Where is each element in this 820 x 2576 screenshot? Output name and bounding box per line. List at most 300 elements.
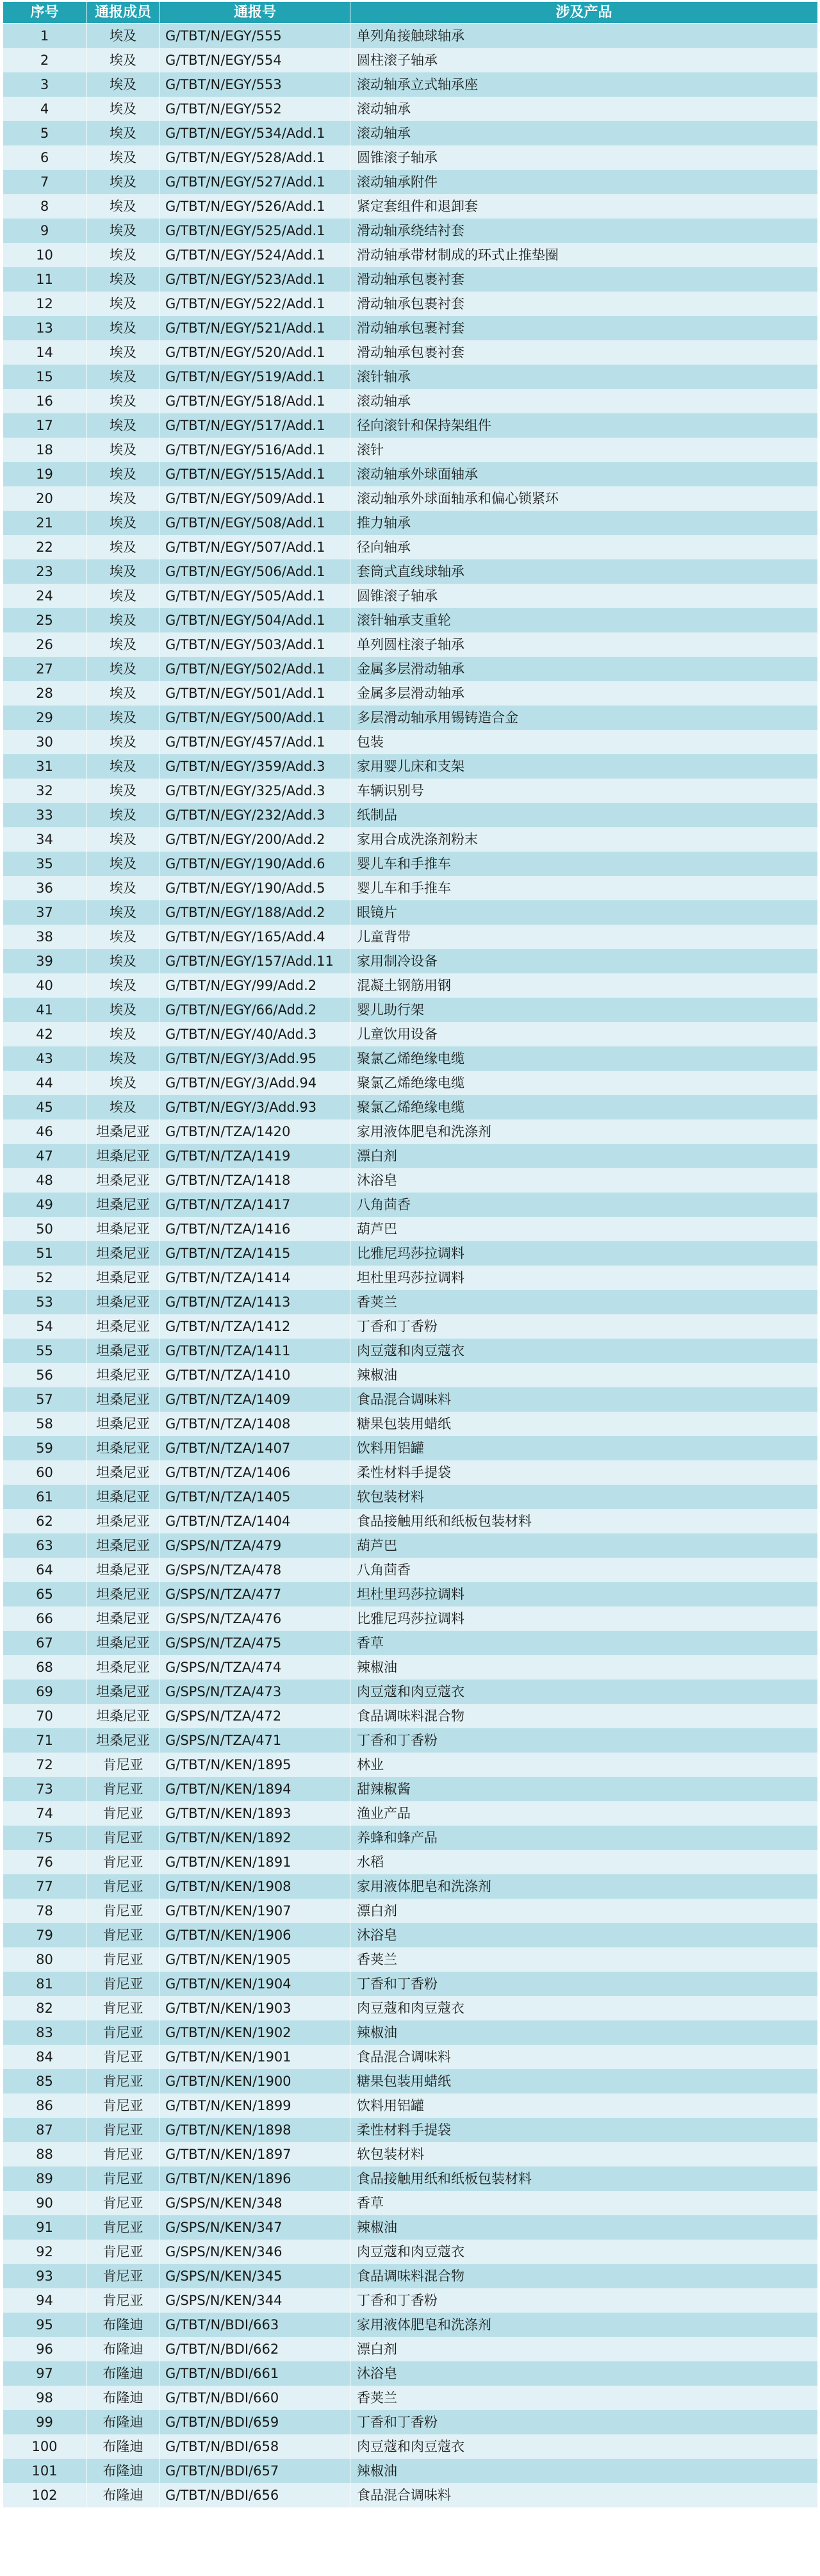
row-product: 辣椒油 bbox=[350, 2459, 818, 2483]
header-member: 通报成员 bbox=[86, 2, 160, 24]
row-index: 28 bbox=[3, 681, 86, 706]
table-row bbox=[3, 462, 818, 486]
row-member: 肯尼亚 bbox=[86, 1923, 160, 1947]
row-notification-number: G/TBT/N/KEN/1903 bbox=[160, 1996, 350, 2020]
row-notification-number: G/TBT/N/EGY/3/Add.93 bbox=[160, 1095, 350, 1119]
row-notification-number: G/TBT/N/TZA/1408 bbox=[160, 1412, 350, 1436]
row-index: 39 bbox=[3, 949, 86, 973]
row-index: 71 bbox=[3, 1728, 86, 1753]
table-row bbox=[3, 852, 818, 876]
row-product: 滚动轴承 bbox=[350, 389, 818, 413]
row-notification-number: G/TBT/N/EGY/520/Add.1 bbox=[160, 340, 350, 365]
row-index: 91 bbox=[3, 2215, 86, 2240]
row-product: 香荚兰 bbox=[350, 1290, 818, 1314]
row-notification-number: G/TBT/N/EGY/515/Add.1 bbox=[160, 462, 350, 486]
row-member: 埃及 bbox=[86, 949, 160, 973]
row-product: 车辆识别号 bbox=[350, 779, 818, 803]
row-notification-number: G/SPS/N/TZA/477 bbox=[160, 1582, 350, 1606]
row-member: 埃及 bbox=[86, 559, 160, 584]
row-notification-number: G/TBT/N/EGY/527/Add.1 bbox=[160, 170, 350, 194]
table-row bbox=[3, 632, 818, 657]
table-row bbox=[3, 365, 818, 389]
table-row bbox=[3, 2045, 818, 2069]
row-member: 埃及 bbox=[86, 486, 160, 511]
row-product: 滑动轴承包裹衬套 bbox=[350, 316, 818, 340]
row-notification-number: G/TBT/N/EGY/200/Add.2 bbox=[160, 827, 350, 852]
row-product: 滚动轴承附件 bbox=[350, 170, 818, 194]
row-member: 埃及 bbox=[86, 632, 160, 657]
row-notification-number: G/TBT/N/EGY/516/Add.1 bbox=[160, 438, 350, 462]
row-notification-number: G/TBT/N/BDI/661 bbox=[160, 2361, 350, 2386]
row-member: 坦桑尼亚 bbox=[86, 1363, 160, 1387]
row-member: 坦桑尼亚 bbox=[86, 1217, 160, 1241]
row-member: 埃及 bbox=[86, 730, 160, 754]
table-row bbox=[3, 754, 818, 779]
row-member: 布隆迪 bbox=[86, 2459, 160, 2483]
row-member: 埃及 bbox=[86, 584, 160, 608]
row-member: 埃及 bbox=[86, 194, 160, 219]
row-member: 坦桑尼亚 bbox=[86, 1631, 160, 1655]
table-row bbox=[3, 1119, 818, 1144]
row-member: 坦桑尼亚 bbox=[86, 1655, 160, 1680]
row-product: 家用婴儿床和支架 bbox=[350, 754, 818, 779]
table-row bbox=[3, 2410, 818, 2434]
table-row bbox=[3, 2093, 818, 2118]
row-product: 滚动轴承 bbox=[350, 97, 818, 121]
row-member: 埃及 bbox=[86, 292, 160, 316]
row-member: 埃及 bbox=[86, 219, 160, 243]
table-row bbox=[3, 827, 818, 852]
row-member: 埃及 bbox=[86, 24, 160, 49]
row-member: 坦桑尼亚 bbox=[86, 1728, 160, 1753]
row-notification-number: G/TBT/N/TZA/1405 bbox=[160, 1485, 350, 1509]
row-member: 肯尼亚 bbox=[86, 2093, 160, 2118]
row-member: 埃及 bbox=[86, 267, 160, 292]
row-notification-number: G/SPS/N/KEN/346 bbox=[160, 2240, 350, 2264]
row-index: 24 bbox=[3, 584, 86, 608]
row-index: 67 bbox=[3, 1631, 86, 1655]
row-index: 35 bbox=[3, 852, 86, 876]
row-member: 坦桑尼亚 bbox=[86, 1582, 160, 1606]
table-row bbox=[3, 1485, 818, 1509]
row-product: 食品混合调味料 bbox=[350, 1387, 818, 1412]
row-member: 坦桑尼亚 bbox=[86, 1241, 160, 1266]
table-row bbox=[3, 2313, 818, 2337]
row-product: 坦杜里玛莎拉调料 bbox=[350, 1582, 818, 1606]
row-notification-number: G/TBT/N/KEN/1906 bbox=[160, 1923, 350, 1947]
row-index: 73 bbox=[3, 1777, 86, 1801]
row-product: 食品接触用纸和纸板包装材料 bbox=[350, 1509, 818, 1533]
row-index: 81 bbox=[3, 1972, 86, 1996]
row-index: 98 bbox=[3, 2386, 86, 2410]
row-index: 31 bbox=[3, 754, 86, 779]
row-notification-number: G/SPS/N/KEN/347 bbox=[160, 2215, 350, 2240]
table-row bbox=[3, 681, 818, 706]
row-index: 68 bbox=[3, 1655, 86, 1680]
row-member: 坦桑尼亚 bbox=[86, 1704, 160, 1728]
table-row bbox=[3, 2215, 818, 2240]
table-row bbox=[3, 1266, 818, 1290]
row-index: 45 bbox=[3, 1095, 86, 1119]
row-index: 49 bbox=[3, 1193, 86, 1217]
table-row bbox=[3, 1193, 818, 1217]
table-row bbox=[3, 1436, 818, 1460]
table-row bbox=[3, 559, 818, 584]
table-row bbox=[3, 2337, 818, 2361]
row-index: 14 bbox=[3, 340, 86, 365]
row-product: 丁香和丁香粉 bbox=[350, 1972, 818, 1996]
row-member: 坦桑尼亚 bbox=[86, 1460, 160, 1485]
table-row bbox=[3, 24, 818, 49]
table-row bbox=[3, 1606, 818, 1631]
row-notification-number: G/SPS/N/TZA/471 bbox=[160, 1728, 350, 1753]
table-row bbox=[3, 2288, 818, 2313]
row-notification-number: G/TBT/N/TZA/1420 bbox=[160, 1119, 350, 1144]
row-member: 埃及 bbox=[86, 413, 160, 438]
row-index: 50 bbox=[3, 1217, 86, 1241]
row-product: 水稻 bbox=[350, 1850, 818, 1874]
row-notification-number: G/TBT/N/BDI/659 bbox=[160, 2410, 350, 2434]
row-index: 86 bbox=[3, 2093, 86, 2118]
table-row bbox=[3, 48, 818, 72]
row-member: 坦桑尼亚 bbox=[86, 1412, 160, 1436]
row-member: 肯尼亚 bbox=[86, 1850, 160, 1874]
row-member: 肯尼亚 bbox=[86, 2215, 160, 2240]
row-notification-number: G/TBT/N/KEN/1907 bbox=[160, 1899, 350, 1923]
row-notification-number: G/SPS/N/TZA/479 bbox=[160, 1533, 350, 1558]
row-index: 33 bbox=[3, 803, 86, 827]
row-member: 埃及 bbox=[86, 438, 160, 462]
table-row bbox=[3, 973, 818, 998]
table-row bbox=[3, 145, 818, 170]
table-row bbox=[3, 243, 818, 267]
row-notification-number: G/TBT/N/KEN/1891 bbox=[160, 1850, 350, 1874]
table-row bbox=[3, 2118, 818, 2142]
row-index: 61 bbox=[3, 1485, 86, 1509]
row-notification-number: G/TBT/N/BDI/657 bbox=[160, 2459, 350, 2483]
row-member: 埃及 bbox=[86, 998, 160, 1022]
row-notification-number: G/TBT/N/EGY/505/Add.1 bbox=[160, 584, 350, 608]
row-index: 30 bbox=[3, 730, 86, 754]
row-member: 埃及 bbox=[86, 900, 160, 925]
table-row bbox=[3, 267, 818, 292]
row-member: 肯尼亚 bbox=[86, 2118, 160, 2142]
row-index: 44 bbox=[3, 1071, 86, 1095]
row-notification-number: G/TBT/N/EGY/190/Add.5 bbox=[160, 876, 350, 900]
row-member: 布隆迪 bbox=[86, 2337, 160, 2361]
row-member: 埃及 bbox=[86, 706, 160, 730]
row-index: 88 bbox=[3, 2142, 86, 2167]
row-product: 葫芦巴 bbox=[350, 1533, 818, 1558]
row-member: 坦桑尼亚 bbox=[86, 1436, 160, 1460]
table-row bbox=[3, 2483, 818, 2507]
row-product: 紧定套组件和退卸套 bbox=[350, 194, 818, 219]
row-index: 42 bbox=[3, 1022, 86, 1046]
row-notification-number: G/TBT/N/TZA/1415 bbox=[160, 1241, 350, 1266]
table-row bbox=[3, 1801, 818, 1826]
row-notification-number: G/TBT/N/EGY/524/Add.1 bbox=[160, 243, 350, 267]
row-product: 丁香和丁香粉 bbox=[350, 1314, 818, 1339]
row-index: 36 bbox=[3, 876, 86, 900]
row-member: 埃及 bbox=[86, 462, 160, 486]
table-row bbox=[3, 803, 818, 827]
notification-table bbox=[3, 1, 818, 2507]
table-row bbox=[3, 1582, 818, 1606]
row-notification-number: G/TBT/N/KEN/1894 bbox=[160, 1777, 350, 1801]
table-row bbox=[3, 1533, 818, 1558]
table-row bbox=[3, 2142, 818, 2167]
row-member: 埃及 bbox=[86, 1095, 160, 1119]
row-notification-number: G/SPS/N/KEN/348 bbox=[160, 2191, 350, 2215]
row-member: 肯尼亚 bbox=[86, 1826, 160, 1850]
row-member: 埃及 bbox=[86, 48, 160, 72]
row-index: 38 bbox=[3, 925, 86, 949]
table-row bbox=[3, 1631, 818, 1655]
table-row bbox=[3, 194, 818, 219]
row-product: 漂白剂 bbox=[350, 1144, 818, 1168]
row-notification-number: G/TBT/N/EGY/552 bbox=[160, 97, 350, 121]
row-notification-number: G/TBT/N/EGY/325/Add.3 bbox=[160, 779, 350, 803]
row-notification-number: G/SPS/N/TZA/478 bbox=[160, 1558, 350, 1582]
row-product: 辣椒油 bbox=[350, 2215, 818, 2240]
row-notification-number: G/TBT/N/EGY/502/Add.1 bbox=[160, 657, 350, 681]
row-product: 滚动轴承 bbox=[350, 121, 818, 145]
row-product: 糖果包装用蜡纸 bbox=[350, 1412, 818, 1436]
row-notification-number: G/TBT/N/TZA/1419 bbox=[160, 1144, 350, 1168]
row-index: 19 bbox=[3, 462, 86, 486]
row-product: 圆柱滚子轴承 bbox=[350, 48, 818, 72]
row-member: 布隆迪 bbox=[86, 2313, 160, 2337]
row-member: 埃及 bbox=[86, 681, 160, 706]
row-notification-number: G/TBT/N/EGY/553 bbox=[160, 72, 350, 97]
row-member: 埃及 bbox=[86, 511, 160, 535]
row-product: 渔业产品 bbox=[350, 1801, 818, 1826]
row-product: 肉豆蔻和肉豆蔻衣 bbox=[350, 2240, 818, 2264]
row-index: 32 bbox=[3, 779, 86, 803]
table-row bbox=[3, 1728, 818, 1753]
row-product: 滚动轴承外球面轴承和偏心锁紧环 bbox=[350, 486, 818, 511]
row-member: 布隆迪 bbox=[86, 2386, 160, 2410]
row-index: 3 bbox=[3, 72, 86, 97]
row-member: 埃及 bbox=[86, 145, 160, 170]
row-index: 97 bbox=[3, 2361, 86, 2386]
row-member: 埃及 bbox=[86, 1046, 160, 1071]
table-row bbox=[3, 535, 818, 559]
table-row bbox=[3, 2069, 818, 2093]
row-member: 肯尼亚 bbox=[86, 2045, 160, 2069]
row-notification-number: G/TBT/N/KEN/1905 bbox=[160, 1947, 350, 1972]
table-row bbox=[3, 2361, 818, 2386]
row-member: 坦桑尼亚 bbox=[86, 1339, 160, 1363]
row-product: 聚氯乙烯绝缘电缆 bbox=[350, 1095, 818, 1119]
row-index: 76 bbox=[3, 1850, 86, 1874]
row-index: 90 bbox=[3, 2191, 86, 2215]
row-notification-number: G/TBT/N/TZA/1414 bbox=[160, 1266, 350, 1290]
row-member: 肯尼亚 bbox=[86, 2191, 160, 2215]
row-notification-number: G/TBT/N/EGY/359/Add.3 bbox=[160, 754, 350, 779]
row-notification-number: G/SPS/N/TZA/476 bbox=[160, 1606, 350, 1631]
row-member: 布隆迪 bbox=[86, 2410, 160, 2434]
row-product: 香荚兰 bbox=[350, 2386, 818, 2410]
row-product: 婴儿车和手推车 bbox=[350, 852, 818, 876]
table-row bbox=[3, 170, 818, 194]
row-product: 套筒式直线球轴承 bbox=[350, 559, 818, 584]
row-index: 7 bbox=[3, 170, 86, 194]
row-index: 12 bbox=[3, 292, 86, 316]
row-member: 肯尼亚 bbox=[86, 1753, 160, 1777]
row-product: 径向滚针和保持架组件 bbox=[350, 413, 818, 438]
table-row bbox=[3, 1680, 818, 1704]
row-product: 肉豆蔻和肉豆蔻衣 bbox=[350, 1339, 818, 1363]
row-member: 埃及 bbox=[86, 316, 160, 340]
row-member: 埃及 bbox=[86, 973, 160, 998]
row-member: 埃及 bbox=[86, 72, 160, 97]
row-index: 63 bbox=[3, 1533, 86, 1558]
table-row bbox=[3, 1704, 818, 1728]
table-row bbox=[3, 2434, 818, 2459]
table-row bbox=[3, 1144, 818, 1168]
table-row bbox=[3, 900, 818, 925]
row-index: 66 bbox=[3, 1606, 86, 1631]
table-row bbox=[3, 1972, 818, 1996]
row-product: 滚针轴承 bbox=[350, 365, 818, 389]
row-index: 78 bbox=[3, 1899, 86, 1923]
row-index: 65 bbox=[3, 1582, 86, 1606]
row-index: 99 bbox=[3, 2410, 86, 2434]
row-product: 比雅尼玛莎拉调料 bbox=[350, 1241, 818, 1266]
row-index: 87 bbox=[3, 2118, 86, 2142]
row-notification-number: G/TBT/N/BDI/658 bbox=[160, 2434, 350, 2459]
row-product: 甜辣椒酱 bbox=[350, 1777, 818, 1801]
row-product: 家用液体肥皂和洗涤剂 bbox=[350, 2313, 818, 2337]
row-notification-number: G/TBT/N/EGY/190/Add.6 bbox=[160, 852, 350, 876]
row-notification-number: G/TBT/N/EGY/3/Add.95 bbox=[160, 1046, 350, 1071]
row-member: 坦桑尼亚 bbox=[86, 1485, 160, 1509]
row-product: 家用液体肥皂和洗涤剂 bbox=[350, 1874, 818, 1899]
header-notification-number: 通报号 bbox=[160, 2, 350, 24]
row-index: 26 bbox=[3, 632, 86, 657]
row-notification-number: G/TBT/N/TZA/1407 bbox=[160, 1436, 350, 1460]
table-row bbox=[3, 779, 818, 803]
row-product: 肉豆蔻和肉豆蔻衣 bbox=[350, 2434, 818, 2459]
table-row bbox=[3, 292, 818, 316]
table-row bbox=[3, 121, 818, 145]
row-product: 金属多层滑动轴承 bbox=[350, 681, 818, 706]
table-row bbox=[3, 1777, 818, 1801]
table-body bbox=[3, 24, 818, 2508]
row-index: 43 bbox=[3, 1046, 86, 1071]
row-notification-number: G/TBT/N/KEN/1895 bbox=[160, 1753, 350, 1777]
table-row bbox=[3, 1217, 818, 1241]
table-row bbox=[3, 413, 818, 438]
row-notification-number: G/TBT/N/EGY/508/Add.1 bbox=[160, 511, 350, 535]
table-row bbox=[3, 1022, 818, 1046]
row-product: 滑动轴承包裹衬套 bbox=[350, 340, 818, 365]
table-row bbox=[3, 1558, 818, 1582]
row-product: 饮料用铝罐 bbox=[350, 1436, 818, 1460]
row-index: 4 bbox=[3, 97, 86, 121]
table-row bbox=[3, 2459, 818, 2483]
row-index: 56 bbox=[3, 1363, 86, 1387]
row-notification-number: G/TBT/N/EGY/554 bbox=[160, 48, 350, 72]
table-row bbox=[3, 1753, 818, 1777]
row-index: 79 bbox=[3, 1923, 86, 1947]
row-product: 径向轴承 bbox=[350, 535, 818, 559]
row-product: 圆锥滚子轴承 bbox=[350, 584, 818, 608]
row-product: 肉豆蔻和肉豆蔻衣 bbox=[350, 1996, 818, 2020]
row-member: 埃及 bbox=[86, 852, 160, 876]
row-member: 肯尼亚 bbox=[86, 1777, 160, 1801]
row-product: 八角茴香 bbox=[350, 1193, 818, 1217]
table-row bbox=[3, 72, 818, 97]
row-notification-number: G/TBT/N/TZA/1412 bbox=[160, 1314, 350, 1339]
row-notification-number: G/TBT/N/KEN/1904 bbox=[160, 1972, 350, 1996]
table-row bbox=[3, 876, 818, 900]
row-product: 金属多层滑动轴承 bbox=[350, 657, 818, 681]
table-row bbox=[3, 730, 818, 754]
row-notification-number: G/SPS/N/TZA/475 bbox=[160, 1631, 350, 1655]
table-row bbox=[3, 1290, 818, 1314]
row-product: 纸制品 bbox=[350, 803, 818, 827]
row-notification-number: G/TBT/N/EGY/522/Add.1 bbox=[160, 292, 350, 316]
row-member: 埃及 bbox=[86, 779, 160, 803]
row-product: 包装 bbox=[350, 730, 818, 754]
row-index: 25 bbox=[3, 608, 86, 632]
row-notification-number: G/TBT/N/EGY/555 bbox=[160, 24, 350, 49]
row-member: 埃及 bbox=[86, 535, 160, 559]
row-notification-number: G/SPS/N/KEN/345 bbox=[160, 2264, 350, 2288]
row-member: 肯尼亚 bbox=[86, 1947, 160, 1972]
row-index: 23 bbox=[3, 559, 86, 584]
table-row bbox=[3, 219, 818, 243]
row-index: 34 bbox=[3, 827, 86, 852]
row-member: 肯尼亚 bbox=[86, 1996, 160, 2020]
row-index: 48 bbox=[3, 1168, 86, 1193]
row-member: 肯尼亚 bbox=[86, 2264, 160, 2288]
row-index: 54 bbox=[3, 1314, 86, 1339]
row-product: 沐浴皂 bbox=[350, 1168, 818, 1193]
row-member: 埃及 bbox=[86, 340, 160, 365]
header-index: 序号 bbox=[3, 2, 86, 24]
row-index: 70 bbox=[3, 1704, 86, 1728]
row-notification-number: G/TBT/N/TZA/1410 bbox=[160, 1363, 350, 1387]
row-index: 84 bbox=[3, 2045, 86, 2069]
row-notification-number: G/SPS/N/TZA/472 bbox=[160, 1704, 350, 1728]
row-notification-number: G/TBT/N/TZA/1417 bbox=[160, 1193, 350, 1217]
row-notification-number: G/TBT/N/EGY/500/Add.1 bbox=[160, 706, 350, 730]
table-row bbox=[3, 340, 818, 365]
table-row bbox=[3, 1241, 818, 1266]
table-row bbox=[3, 584, 818, 608]
row-product: 家用合成洗涤剂粉末 bbox=[350, 827, 818, 852]
row-product: 肉豆蔻和肉豆蔻衣 bbox=[350, 1680, 818, 1704]
row-notification-number: G/SPS/N/TZA/474 bbox=[160, 1655, 350, 1680]
row-product: 食品接触用纸和纸板包装材料 bbox=[350, 2167, 818, 2191]
row-product: 单列角接触球轴承 bbox=[350, 24, 818, 49]
table-row bbox=[3, 2240, 818, 2264]
row-member: 肯尼亚 bbox=[86, 2167, 160, 2191]
table-row bbox=[3, 1460, 818, 1485]
row-index: 77 bbox=[3, 1874, 86, 1899]
row-index: 101 bbox=[3, 2459, 86, 2483]
row-index: 2 bbox=[3, 48, 86, 72]
row-product: 食品混合调味料 bbox=[350, 2483, 818, 2507]
row-product: 滑动轴承绕结衬套 bbox=[350, 219, 818, 243]
row-member: 肯尼亚 bbox=[86, 2020, 160, 2045]
row-index: 16 bbox=[3, 389, 86, 413]
row-notification-number: G/TBT/N/BDI/662 bbox=[160, 2337, 350, 2361]
table-row bbox=[3, 511, 818, 535]
